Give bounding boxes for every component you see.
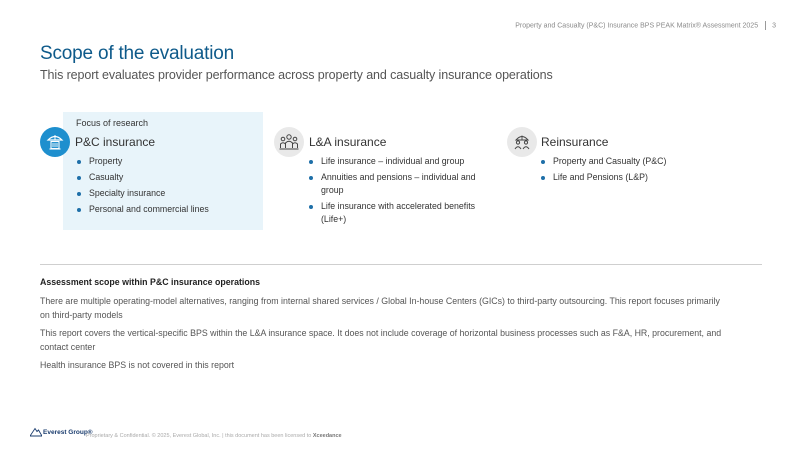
logo-text: Everest Group® xyxy=(43,428,93,436)
everest-group-logo xyxy=(30,427,93,437)
scope-heading: Assessment scope within P&C insurance operations xyxy=(40,277,260,287)
section-divider xyxy=(40,264,762,265)
page-title: Scope of the evaluation xyxy=(40,43,234,64)
list-item: Casualty xyxy=(76,171,256,184)
la-bullet-list xyxy=(308,155,498,229)
list-item: Annuities and pensions – individual and group xyxy=(308,171,498,197)
column-title-pc: P&C insurance xyxy=(75,135,156,149)
pc-bullet-list xyxy=(76,155,256,219)
header-divider xyxy=(765,21,766,30)
list-item: Life and Pensions (L&P) xyxy=(540,171,740,184)
list-item: Specialty insurance xyxy=(76,187,256,200)
page-number: 3 xyxy=(772,22,776,30)
people-umbrella-icon xyxy=(507,127,537,157)
reinsurance-bullet-list xyxy=(540,155,740,187)
page-subtitle: This report evaluates provider performance across property and casualty insurance operations xyxy=(40,68,553,82)
footer-legal xyxy=(86,433,342,439)
list-item: Life insurance – individual and group xyxy=(308,155,498,168)
scope-paragraph: Health insurance BPS is not covered in this report xyxy=(40,360,235,370)
report-header xyxy=(515,21,776,30)
list-item: Property xyxy=(76,155,256,168)
column-title-la: L&A insurance xyxy=(309,135,387,149)
scope-paragraph: This report covers the vertical-specific BPS within the L&A insurance space. It does not include coverage of horizontal business processes such as F&A, HR, procurement, and contact center xyxy=(40,328,722,352)
legal-text: Proprietary & Confidential. © 2025, Everest Global, Inc. | this document has been licensed to xyxy=(86,433,312,439)
report-title: Property and Casualty (P&C) Insurance BPS PEAK Matrix® Assessment 2025 xyxy=(515,22,759,30)
family-icon xyxy=(274,127,304,157)
licensee-name: Xceedance xyxy=(312,433,342,439)
column-title-reinsurance: Reinsurance xyxy=(541,135,609,149)
umbrella-building-icon xyxy=(40,127,70,157)
list-item: Property and Casualty (P&C) xyxy=(540,155,740,168)
focus-label: Focus of research xyxy=(76,118,149,128)
mountain-logo-icon xyxy=(30,427,42,437)
list-item: Life insurance with accelerated benefits (Life+) xyxy=(308,200,498,226)
list-item: Personal and commercial lines xyxy=(76,203,256,216)
scope-paragraph: There are multiple operating-model alternatives, ranging from internal shared services / Global In-house Centers (GICs) to third-party outsourcing. This report focuses primarily on third-party models xyxy=(40,296,720,320)
